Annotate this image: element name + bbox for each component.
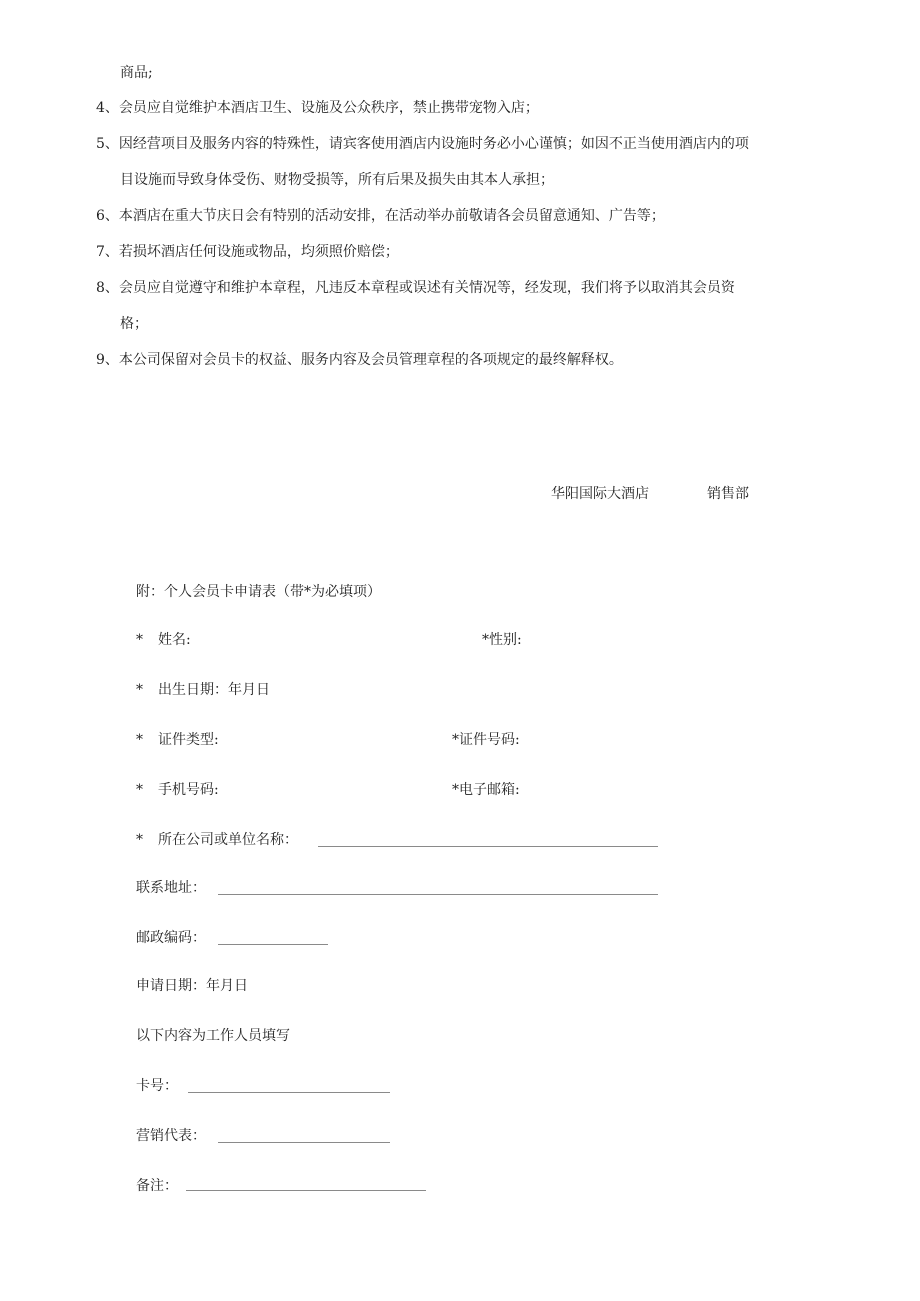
rule-7: 7、若损坏酒店任何设施或物品，均须照价赔偿； <box>96 244 399 260</box>
form-title: 附：个人会员卡申请表（带*为必填项） <box>136 584 381 600</box>
apply-date-label: 申请日期：年月日 <box>136 978 248 994</box>
rule-6: 6、本酒店在重大节庆日会有特别的活动安排，在活动举办前敬请各会员留意通知、广告等； <box>96 208 665 224</box>
mobile-label: 手机号码: <box>158 782 219 798</box>
rule-4: 4、会员应自觉维护本酒店卫生、设施及公众秩序，禁止携带宠物入店； <box>96 100 539 116</box>
rule-3-continuation: 商品; <box>120 65 153 81</box>
card-number-field[interactable] <box>188 1092 390 1093</box>
required-star: * <box>136 632 143 648</box>
birth-date-label: 出生日期：年月日 <box>158 682 270 698</box>
remarks-label: 备注： <box>136 1178 178 1194</box>
rule-5-line-2: 目设施而导致身体受伤、财物受损等，所有后果及损失由其本人承担； <box>120 172 554 188</box>
address-label: 联系地址： <box>136 880 206 896</box>
remarks-field[interactable] <box>186 1190 426 1191</box>
id-type-label: 证件类型: <box>158 732 219 748</box>
gender-label: *性别: <box>482 632 522 648</box>
rule-8-line-1: 8、会员应自觉遵守和维护本章程，凡违反本章程或误述有关情况等，经发现，我们将予以取消其会员资 <box>96 280 735 296</box>
postcode-field[interactable] <box>218 944 328 945</box>
required-star: * <box>136 682 143 698</box>
address-field[interactable] <box>218 894 658 895</box>
postcode-label: 邮政编码： <box>136 930 206 946</box>
rule-9: 9、本公司保留对会员卡的权益、服务内容及会员管理章程的各项规定的最终解释权。 <box>96 352 623 368</box>
id-number-label: *证件号码: <box>452 732 520 748</box>
signature-department: 销售部 <box>707 486 749 502</box>
card-number-label: 卡号： <box>136 1078 178 1094</box>
required-star: * <box>136 832 143 848</box>
email-label: *电子邮箱: <box>452 782 520 798</box>
required-star: * <box>136 732 143 748</box>
rule-5-line-1: 5、因经营项目及服务内容的特殊性，请宾客使用酒店内设施时务必小心谨慎；如因不正当使用酒店内的项 <box>96 136 749 152</box>
name-label: 姓名: <box>158 632 191 648</box>
sales-rep-label: 营销代表： <box>136 1128 206 1144</box>
rule-8-line-2: 格； <box>120 316 148 332</box>
company-field[interactable] <box>318 846 658 847</box>
company-label: 所在公司或单位名称： <box>158 832 298 848</box>
staff-section-note: 以下内容为工作人员填写 <box>136 1028 290 1044</box>
sales-rep-field[interactable] <box>218 1142 390 1143</box>
signature-hotel: 华阳国际大酒店 <box>551 486 649 502</box>
required-star: * <box>136 782 143 798</box>
